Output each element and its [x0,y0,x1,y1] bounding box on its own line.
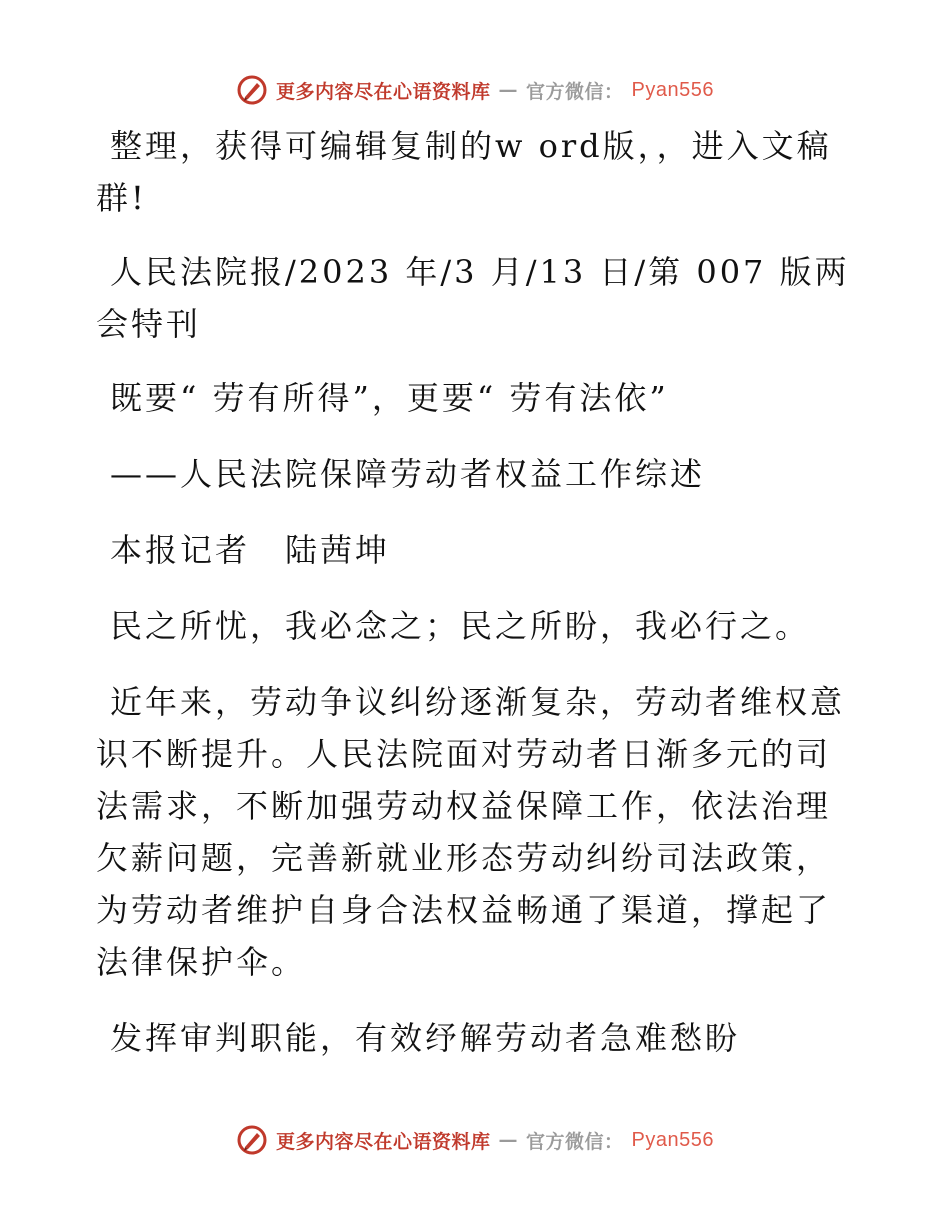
footer-banner-wechat-label: 官方微信： [526,1130,624,1153]
header-banner-wechat-id: Pyan556 [631,78,714,101]
footer-banner-text: 更多内容尽在心语资料库 [276,1130,491,1153]
byline: 本报记者 陆茜坤 [110,531,391,569]
intro-paragraph: 整理，获得可编辑复制的w ord版，，进入文稿群! [96,127,832,217]
header-banner-wechat-label: 官方微信： [526,80,624,103]
header-banner-dash: — [498,79,519,101]
footer-banner-dash: — [498,1129,519,1151]
source-line: 人民法院报/2023 年/3 月/13 日/第 007 版两会特刊 [96,253,850,343]
pen-circle-logo-icon [236,1124,268,1156]
header-banner-text: 更多内容尽在心语资料库 [276,80,491,103]
header-watermark [0,70,950,110]
article-title: 既要“ 劳有所得”，更要“ 劳有法依” [110,379,669,417]
pen-circle-logo-icon [236,74,268,106]
article-subtitle: ——人民法院保障劳动者权益工作综述 [110,455,706,493]
footer-watermark [0,1120,950,1160]
lead-quote: 民之所忧，我必念之；民之所盼，我必行之。 [110,607,811,645]
body-paragraph: 近年来，劳动争议纠纷逐渐复杂，劳动者维权意识不断提升。人民法院面对劳动者日渐多元的司法需求，不断加强劳动权益保障工作，依法治理欠薪问题，完善新就业形态劳动纠纷司法政策，为劳动者维护自身合法权益畅通了渠道，撑起了法律保护伞。 [96,683,846,981]
section-heading: 发挥审判职能，有效纾解劳动者急难愁盼 [110,1019,741,1057]
footer-banner-wechat-id: Pyan556 [631,1128,714,1151]
document-body [96,120,856,1064]
